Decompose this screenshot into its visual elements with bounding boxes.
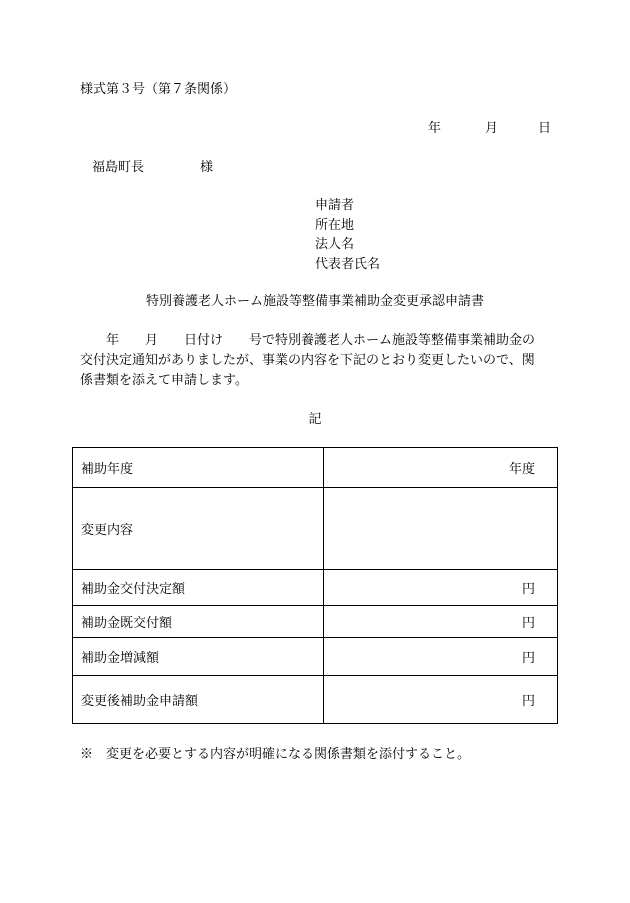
- table-row-subsidy-year: [73, 448, 558, 488]
- table-row-revised-amount: [73, 676, 558, 724]
- table-value-cell: 円: [324, 606, 558, 638]
- applicant-representative-label: 代表者氏名: [315, 257, 381, 272]
- footnote: ※ 変更を必要とする内容が明確になる関係書類を添付すること。: [80, 747, 471, 762]
- table-label-cell: 変更後補助金申請額: [73, 676, 324, 724]
- table-label-cell: 補助年度: [73, 448, 324, 488]
- table-value-cell: 円: [324, 638, 558, 676]
- body-year-label: 年: [106, 333, 120, 348]
- addressee-honorific: 様: [200, 160, 214, 175]
- addressee-name: 福島町長: [92, 160, 145, 175]
- body-month-label: 月: [145, 333, 159, 348]
- table-row-increase-decrease: [73, 638, 558, 676]
- body-line-1-text: 号で特別養護老人ホーム施設等整備事業補助金の: [249, 333, 536, 348]
- table-row-change-details: [73, 488, 558, 570]
- table-value-cell: 円: [324, 676, 558, 724]
- applicant-label: 申請者: [315, 198, 355, 213]
- document-title: 特別養護老人ホーム施設等整備事業補助金変更承認申請書: [145, 294, 484, 309]
- body-day-suffix: 日付け: [184, 333, 224, 348]
- table-value-cell: 年度: [324, 448, 558, 488]
- table-label-cell: 補助金増減額: [73, 638, 324, 676]
- table-label-cell: 補助金交付決定額: [73, 570, 324, 606]
- table-label-cell: 変更内容: [73, 488, 324, 570]
- body-line-3: 係書類を添えて申請します。: [80, 373, 248, 388]
- table-row-already-paid: [73, 606, 558, 638]
- form-number: 様式第３号（第７条関係）: [80, 82, 237, 97]
- table-row-decision-amount: [73, 570, 558, 606]
- table-value-cell: 円: [324, 570, 558, 606]
- table-value-cell: [324, 488, 558, 570]
- applicant-corporation-label: 法人名: [315, 237, 355, 252]
- table-label-cell: 補助金既交付額: [73, 606, 324, 638]
- date-day-label: 日: [538, 121, 552, 136]
- date-year-label: 年: [428, 121, 442, 136]
- ki-heading: 記: [308, 412, 322, 427]
- body-line-1: [80, 331, 550, 351]
- date-month-label: 月: [485, 121, 499, 136]
- body-paragraph: [80, 331, 550, 391]
- body-line-2: 交付決定通知がありましたが、事業の内容を下記のとおり変更したいので、関: [80, 353, 535, 368]
- detail-table: [72, 447, 558, 724]
- applicant-address-label: 所在地: [315, 218, 355, 233]
